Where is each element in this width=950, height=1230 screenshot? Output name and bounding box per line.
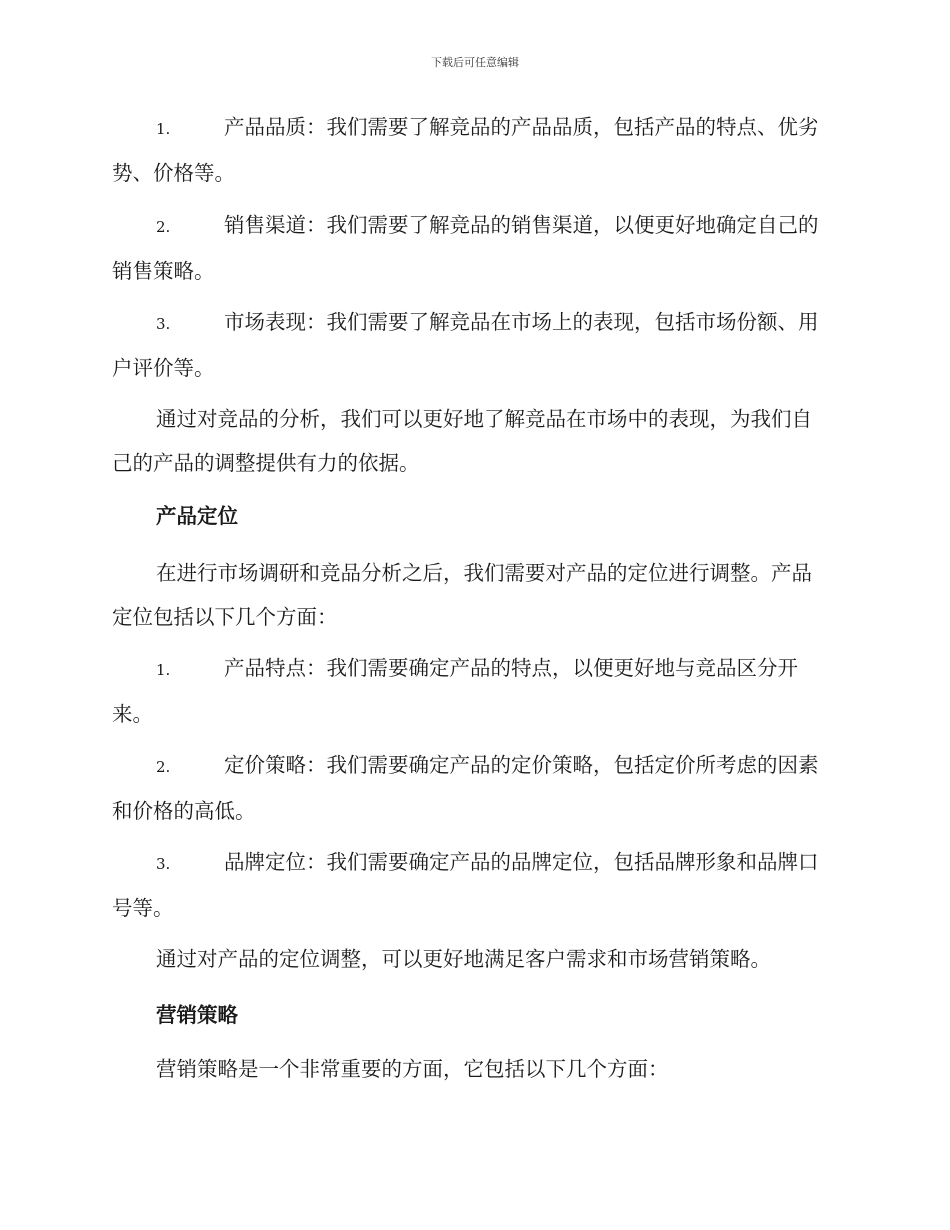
list-text: 定价策略：我们需要确定产品的定价策略，包括定价所考虑的因素和价格的高低。	[112, 753, 819, 823]
list-number: 1.	[156, 661, 171, 679]
list-item-pricing-strategy	[112, 743, 832, 833]
list-number: 3.	[156, 315, 171, 333]
list-item-brand-positioning	[112, 840, 832, 930]
section-heading-product-positioning: 产品定位	[156, 504, 238, 528]
list-item-sales-channel	[112, 203, 832, 293]
list-text: 销售渠道：我们需要了解竞品的销售渠道，以便更好地确定自己的销售策略。	[112, 213, 819, 283]
list-number: 2.	[156, 758, 171, 776]
list-number: 2.	[156, 218, 171, 236]
list-item-product-features	[112, 646, 832, 736]
section-heading-marketing-strategy: 营销策略	[156, 1003, 238, 1027]
list-text: 品牌定位：我们需要确定产品的品牌定位，包括品牌形象和品牌口号等。	[112, 850, 819, 920]
paragraph-competitor-summary: 通过对竞品的分析，我们可以更好地了解竞品在市场中的表现，为我们自己的产品的调整提供有力的依据。	[112, 407, 812, 475]
list-item-market-performance	[112, 300, 832, 390]
list-text: 产品特点：我们需要确定产品的特点，以便更好地与竞品区分开来。	[112, 656, 798, 726]
list-text: 产品品质：我们需要了解竞品的产品品质，包括产品的特点、优劣势、价格等。	[112, 115, 819, 185]
list-number: 1.	[156, 120, 171, 138]
list-item-product-quality	[112, 105, 832, 195]
list-text: 市场表现：我们需要了解竞品在市场上的表现，包括市场份额、用户评价等。	[112, 310, 819, 380]
list-number: 3.	[156, 855, 171, 873]
paragraph-marketing-intro: 营销策略是一个非常重要的方面，它包括以下几个方面：	[156, 1057, 669, 1081]
page-header: 下载后可任意编辑	[431, 56, 519, 69]
paragraph-positioning-summary: 通过对产品的定位调整，可以更好地满足客户需求和市场营销策略。	[156, 947, 771, 971]
paragraph-positioning-intro: 在进行市场调研和竞品分析之后，我们需要对产品的定位进行调整。产品定位包括以下几个方面：	[112, 561, 812, 629]
